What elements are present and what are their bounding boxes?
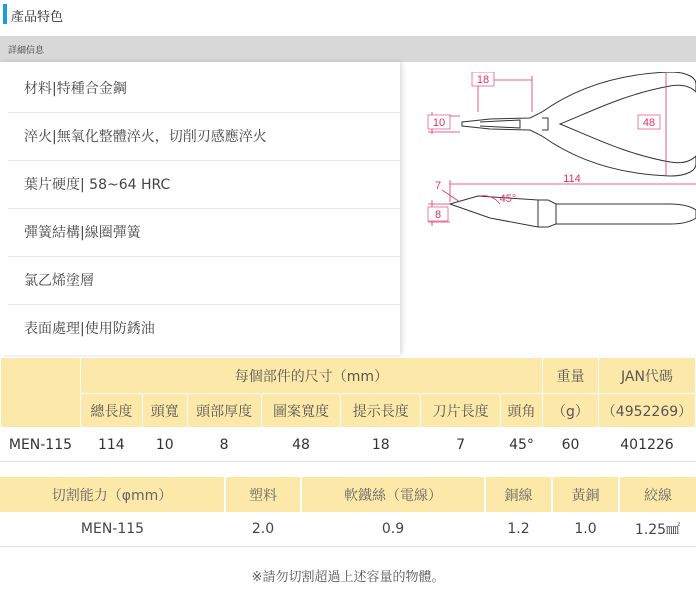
col-header-tip-length: 提示長度 [341, 394, 421, 428]
dimension-group-header: 每個部件的尺寸（mm） [80, 358, 542, 394]
dim-label-114: 114 [563, 173, 581, 185]
pliers-dimension-drawing [420, 72, 696, 242]
cut-header-soft-wire: 軟鐵絲（電線） [301, 477, 485, 512]
col-header-head-width: 頭寬 [142, 394, 187, 428]
col-header-pattern-width: 圖案寬度 [261, 394, 341, 428]
jan-cell: 401226 [598, 428, 695, 462]
head-thickness-cell: 8 [187, 428, 261, 462]
section-title: 產品特色 [11, 10, 64, 25]
feature-item-material: 材料|特種合金鋼 [8, 65, 400, 113]
dim-label-8: 8 [434, 209, 442, 221]
dim-label-10: 10 [432, 117, 446, 129]
col-header-total-length: 總長度 [80, 394, 142, 428]
jan-prefix-header: （4952269） [598, 394, 695, 428]
cut-soft-wire-cell: 0.9 [301, 512, 485, 546]
dimension-table [0, 357, 696, 462]
dim-label-18: 18 [476, 74, 490, 86]
dimension-table-subheader-row [1, 394, 696, 428]
feature-item-quenching: 淬火|無氧化整體淬火，切削刃感應淬火 [8, 113, 400, 161]
col-header-head-thickness: 頭部厚度 [187, 394, 261, 428]
capacity-warning-note: ※請勿切割超過上述容量的物體。 [251, 570, 445, 585]
cut-header-copper: 銅線 [485, 477, 552, 512]
head-width-cell: 10 [142, 428, 187, 462]
tip-length-cell: 18 [341, 428, 421, 462]
feature-panel [0, 62, 400, 355]
pattern-width-cell: 48 [261, 428, 341, 462]
table-row [0, 512, 696, 546]
weight-unit-header: （g） [543, 394, 599, 428]
detail-header-bar [0, 36, 696, 62]
cut-header-plastic: 塑料 [225, 477, 301, 512]
feature-item-spring: 彈簧結構|線圈彈簧 [8, 209, 400, 257]
weight-header: 重量 [543, 358, 599, 394]
col-header-blade-length: 刀片長度 [421, 394, 501, 428]
feature-list [8, 65, 400, 353]
cut-stranded-cell: 1.25㎟ [619, 512, 696, 546]
table-row [1, 428, 696, 462]
cut-brass-cell: 1.0 [552, 512, 619, 546]
cut-header-capacity: 切割能力（φmm） [0, 477, 225, 512]
cutting-table-header-row [0, 477, 696, 512]
cut-copper-cell: 1.2 [485, 512, 552, 546]
cut-header-stranded: 絞線 [619, 477, 696, 512]
blade-length-cell: 7 [421, 428, 501, 462]
feature-item-coating: 氯乙烯塗層 [8, 257, 400, 305]
cut-header-brass: 黃銅 [552, 477, 619, 512]
dimension-table-header-row [1, 358, 696, 394]
detail-header: 詳細信息 [8, 46, 45, 56]
title-accent-bar [3, 4, 7, 24]
col-header-head-angle: 頭角 [501, 394, 543, 428]
total-length-cell: 114 [80, 428, 142, 462]
section-title-bar [0, 0, 696, 30]
feature-item-hardness: 葉片硬度| 58~64 HRC [8, 161, 400, 209]
dim-label-45: 45° [499, 193, 517, 205]
weight-cell: 60 [543, 428, 599, 462]
head-angle-cell: 45° [501, 428, 543, 462]
model-cell: MEN-115 [1, 428, 81, 462]
jan-header: JAN代碼 [598, 358, 695, 394]
feature-item-surface: 表面處理|使用防銹油 [24, 321, 155, 337]
cut-model-cell: MEN-115 [0, 512, 225, 546]
model-header-cell [1, 358, 81, 428]
cutting-capacity-table [0, 477, 696, 547]
cut-plastic-cell: 2.0 [225, 512, 301, 546]
dim-label-7: 7 [434, 180, 442, 192]
dim-label-48: 48 [642, 117, 656, 129]
